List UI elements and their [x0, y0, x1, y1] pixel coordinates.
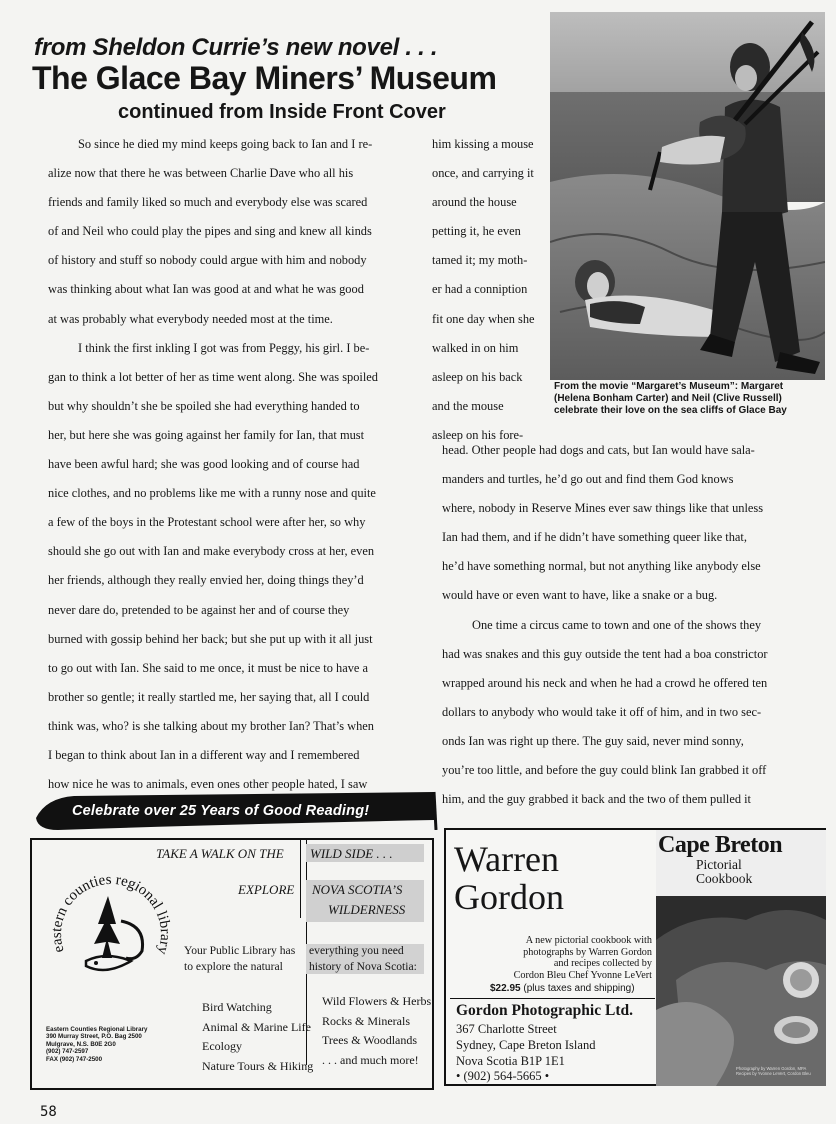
article-kicker: from Sheldon Currie’s new novel . . .	[34, 34, 438, 61]
address-line: 367 Charlotte Street	[456, 1022, 557, 1036]
desc-line: and recipes collected by	[553, 958, 652, 970]
text-line: head. Other people had dogs and cats, but Ian would have sala-	[442, 443, 755, 457]
desc-line: photographs by Warren Gordon	[523, 946, 652, 958]
text-line: asleep on his back	[432, 369, 523, 384]
book-title: Cape Breton	[658, 832, 783, 858]
book-cover	[656, 830, 826, 1086]
article-title: The Glace Bay Miners’ Museum	[32, 60, 497, 96]
company-address	[456, 1022, 595, 1085]
text-line: onds Ian was right up there. The guy said, never mind sonny,	[442, 733, 744, 748]
name-line: Gordon	[454, 877, 564, 917]
logo-text: eastern counties regional library	[48, 871, 174, 957]
text-line: he’d have something normal, but not anything like anybody else	[442, 559, 761, 574]
address-line: (902) 747-2597	[46, 1048, 89, 1056]
text-line: how nice he was to animals, even ones other people hated, I saw	[48, 777, 368, 792]
subtitle-line: Pictorial	[696, 857, 742, 872]
ad-headline-right: WILD SIDE . . .	[310, 846, 393, 861]
caption-line: From the movie “Margaret’s Museum”: Margaret	[554, 381, 784, 392]
text-line: of and Neil who could play the pipes and sing and knew all kinds	[48, 224, 372, 239]
list-item: . . . and much more!	[322, 1052, 419, 1067]
text-line: never dare do, pretended to be against her and of course they	[48, 602, 350, 617]
ad-left-text-2: to explore the natural	[184, 960, 283, 973]
article-column-3	[442, 436, 827, 814]
company-name: Gordon Photographic Ltd.	[456, 1002, 633, 1019]
ad-right-text-2: history of Nova Scotia:	[309, 960, 417, 973]
ad-ns-wilderness-2: WILDERNESS	[328, 902, 406, 917]
text-line: fit one day when she	[432, 311, 535, 326]
address-line: Mulgrave, N.S. B0E 2G0	[46, 1040, 116, 1048]
text-line: but why shouldn’t she be spoiled she had everything handed to	[48, 398, 360, 413]
text-line: was thinking about what Ian was good at and what he was good	[48, 282, 364, 297]
article-column-2	[432, 130, 554, 450]
text-line: burned with gossip behind her back; but she put up with it all just	[48, 631, 373, 646]
address-line: Nova Scotia B1P 1E1	[456, 1053, 565, 1068]
text-line: I began to think about Ian in a different way and I remembered	[48, 747, 360, 762]
warren-price-line	[490, 983, 635, 994]
desc-line: A new pictorial cookbook with	[525, 935, 652, 946]
text-line: walked in on him	[432, 340, 519, 355]
library-address	[46, 1026, 147, 1063]
ad-right-list	[322, 992, 431, 1070]
warren-description	[462, 935, 652, 981]
text-line: her friends, although they really envied her, doing things they’d	[48, 573, 364, 588]
text-line: at was probably what everybody needed most at the time.	[48, 311, 333, 326]
desc-line: Cordon Bleu Chef Yvonne LeVert	[513, 969, 652, 981]
text-line: petting it, he even	[432, 224, 521, 239]
banner-text: Celebrate over 25 Years of Good Reading!	[72, 803, 370, 819]
text-line: of history and stuff so nobody could argue with him and nobody	[48, 253, 367, 268]
price: $22.95	[490, 983, 521, 994]
text-line: would have or even want to have, like a snake or a bug.	[442, 588, 718, 603]
list-item: Bird Watching	[202, 1000, 272, 1014]
address-line: Sydney, Cape Breton Island	[456, 1037, 596, 1052]
article-subtitle: continued from Inside Front Cover	[118, 101, 446, 123]
text-line: Ian had them, and if he didn’t have something queer like that,	[442, 530, 747, 545]
divider	[300, 840, 301, 918]
ad-headline-left: TAKE A WALK ON THE	[156, 846, 284, 861]
text-line: er had a conniption	[432, 282, 528, 297]
text-line: I think the first inkling I got was from Peggy, his girl. I be-	[78, 340, 370, 355]
page-number: 58	[40, 1104, 57, 1120]
book-credits	[736, 1066, 811, 1076]
ad-left-list	[202, 998, 313, 1076]
name-line: Warren	[454, 839, 560, 879]
text-line: you’re too little, and before the guy could blink Ian grabbed it off	[442, 763, 767, 778]
list-item: Ecology	[202, 1039, 242, 1053]
text-line: think was, who? is she talking about my brother Ian? That’s when	[48, 718, 374, 733]
text-line: asleep on his fore-	[432, 427, 524, 442]
text-line: alize now that there he was between Charlie Dave who all his	[48, 166, 354, 181]
text-line: So since he died my mind keeps going back to Ian and I re-	[78, 137, 373, 151]
subtitle-line: Cookbook	[696, 871, 753, 886]
list-item: Nature Tours & Hiking	[202, 1058, 314, 1073]
divider	[450, 998, 655, 999]
ad-right-text-1: everything you need	[309, 944, 404, 957]
text-line: him, and the guy grabbed it back and the two of them pulled it	[442, 792, 752, 807]
movie-still-photo	[550, 12, 825, 380]
text-line: have been awful hard; she was good looking and of course had	[48, 457, 360, 472]
warren-name	[454, 840, 564, 916]
list-item: Wild Flowers & Herbs	[322, 994, 432, 1008]
list-item: Trees & Woodlands	[322, 1033, 418, 1047]
text-line: One time a circus came to town and one of the shows they	[472, 617, 762, 632]
text-line: around the house	[432, 195, 517, 210]
list-item: Rocks & Minerals	[322, 1013, 410, 1028]
book-subtitle	[696, 858, 752, 886]
ad-explore: EXPLORE	[238, 882, 295, 897]
caption-line: (Helena Bonham Carter) and Neil (Clive Russell)	[554, 393, 782, 404]
library-ad	[30, 838, 434, 1090]
text-line: where, nobody in Reserve Mines ever saw things like that unless	[442, 501, 764, 516]
text-line: nice clothes, and no problems like me with a runny nose and quite	[48, 486, 376, 501]
text-line: a few of the boys in the Protestant school were after her, so why	[48, 515, 366, 530]
address-line: Eastern Counties Regional Library	[46, 1026, 148, 1033]
ad-ns-wilderness-1: NOVA SCOTIA’S	[312, 882, 403, 897]
credit-line: Photography by Warren Gordon, MPA	[736, 1066, 807, 1071]
text-line: once, and carrying it	[432, 166, 534, 181]
price-note: (plus taxes and shipping)	[523, 983, 635, 994]
address-line: 390 Murray Street, P.O. Bag 2500	[46, 1033, 142, 1041]
photo-caption	[554, 381, 787, 417]
text-line: tamed it; my moth-	[432, 253, 528, 268]
text-line: should she go out with Ian and make everybody cross at her, even	[48, 544, 375, 559]
credit-line: Recipes by Yvonne LeVert, Cordon Bleu	[736, 1071, 811, 1076]
text-line: gan to think a lot better of her as time went along. She was spoiled	[48, 369, 378, 384]
article-column-1	[48, 130, 426, 799]
text-line: friends and family liked so much and everybody else was scared	[48, 195, 368, 210]
library-logo	[46, 866, 176, 996]
text-line: to go out with Ian. She said to me once, it must be nice to have a	[48, 660, 369, 675]
ad-left-text-1: Your Public Library has	[184, 944, 296, 957]
text-line: and the mouse	[432, 398, 504, 413]
address-line: FAX (902) 747-2500	[46, 1055, 103, 1063]
text-line: manders and turtles, he’d go out and find them God knows	[442, 472, 734, 487]
text-line: dollars to anybody who would take it off of him, and in two sec-	[442, 704, 762, 719]
text-line: him kissing a mouse	[432, 137, 534, 151]
phone: • (902) 564-5665 •	[456, 1069, 550, 1084]
text-line: brother so gentle; it really startled me, her saying that, all I could	[48, 689, 370, 704]
text-line: had was snakes and this guy outside the tent had a boa constrictor	[442, 646, 768, 661]
text-line: her, but here she was going against her family for Ian, that must	[48, 427, 365, 442]
caption-line: celebrate their love on the sea cliffs of Glace Bay	[554, 405, 787, 416]
text-line: wrapped around his neck and when he had a crowd he offered ten	[442, 675, 768, 690]
list-item: Animal & Marine Life	[202, 1019, 311, 1034]
